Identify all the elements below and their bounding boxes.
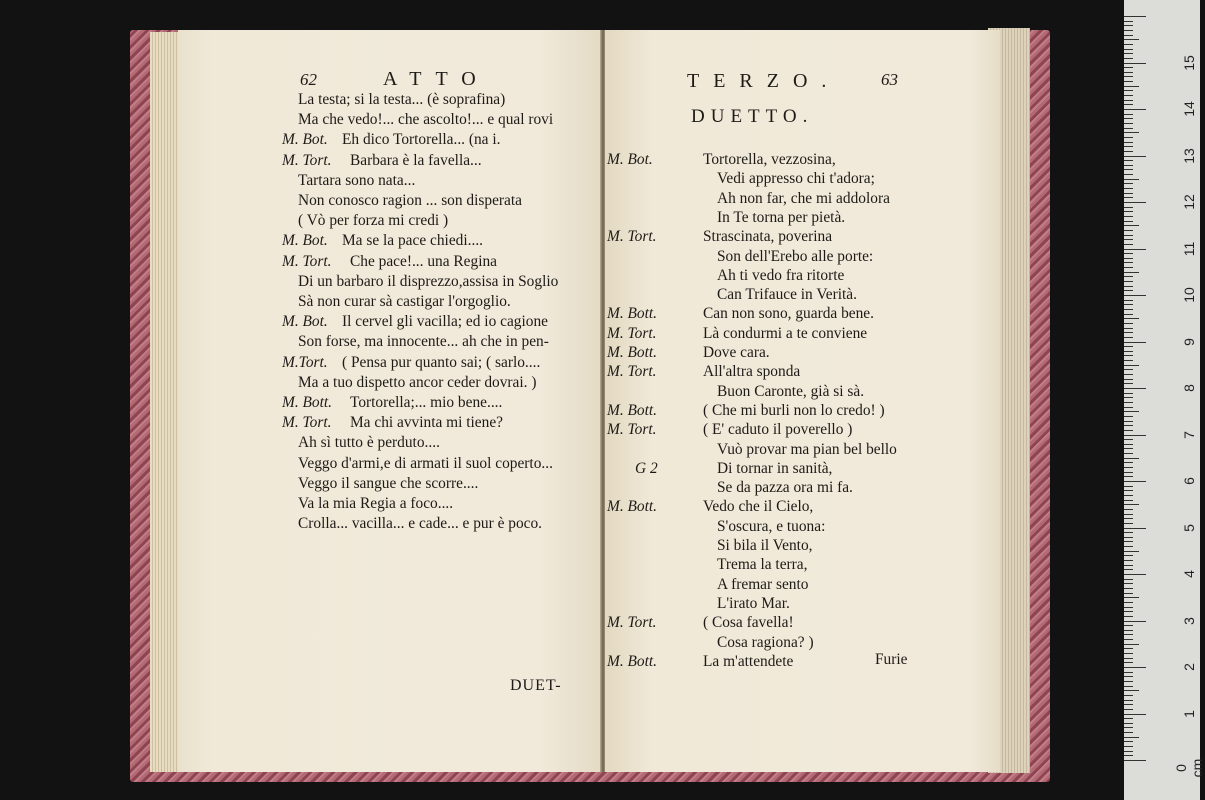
ruler-tick	[1124, 402, 1133, 403]
ruler-tick	[1124, 653, 1133, 654]
verse-line: ( Cosa favella!	[703, 614, 794, 632]
verse-line: Eh dico Tortorella... (na i.	[342, 131, 501, 149]
verse-line: La m'attendete	[703, 652, 794, 670]
ruler-tick	[1124, 704, 1133, 705]
ruler-tick	[1124, 49, 1133, 50]
speaker-label: M. Bott.	[607, 401, 658, 419]
verse-line: Ma a tuo dispetto ancor ceder dovrai. )	[298, 373, 537, 391]
ruler-tick	[1124, 541, 1133, 542]
ruler-tick	[1124, 421, 1133, 422]
ruler-tick	[1124, 597, 1139, 598]
verse-line: ( Che mi burli non lo credo! )	[703, 401, 885, 419]
ruler-tick	[1124, 490, 1133, 491]
ruler-tick	[1124, 565, 1133, 566]
ruler-tick	[1124, 281, 1133, 282]
ruler-tick	[1124, 411, 1139, 412]
ruler-tick	[1124, 258, 1133, 259]
ruler-label: 0 cm	[1173, 758, 1205, 778]
ruler-tick	[1124, 202, 1146, 203]
catchword-left: DUET-	[510, 677, 562, 694]
ruler-tick	[1124, 523, 1133, 524]
section-title: DUETTO.	[691, 106, 814, 127]
speaker-label: M. Tort.	[282, 414, 332, 432]
ruler-tick	[1124, 346, 1133, 347]
verse-line: Buon Caronte, già si sà.	[717, 382, 865, 400]
ruler-tick	[1124, 644, 1139, 645]
ruler-label: 14	[1181, 101, 1197, 117]
verse-line: Cosa ragiona? )	[717, 633, 814, 651]
ruler-tick	[1124, 486, 1133, 487]
ruler-tick	[1124, 230, 1133, 231]
ruler-tick	[1124, 625, 1133, 626]
ruler-label: 3	[1181, 616, 1197, 625]
speaker-label: M. Bott.	[282, 394, 333, 411]
ruler-tick	[1124, 727, 1133, 728]
ruler-tick	[1124, 188, 1133, 189]
verse-line: Can Trifauce in Verità.	[717, 286, 857, 304]
ruler-tick	[1124, 211, 1133, 212]
ruler-tick	[1124, 393, 1133, 394]
ruler-tick	[1124, 100, 1133, 101]
measuring-ruler	[1124, 0, 1205, 800]
verse-line: Si bila il Vento,	[717, 537, 813, 554]
ruler-tick	[1124, 574, 1146, 575]
verse-line: ( E' caduto il poverello )	[703, 421, 853, 439]
ruler-tick	[1124, 95, 1133, 96]
verse-line: Can non sono, guarda bene.	[703, 305, 874, 323]
ruler-tick	[1124, 337, 1133, 338]
verse-line: Non conosco ragion ... son disperata	[298, 192, 522, 209]
speaker-label: M. Bot.	[282, 313, 328, 331]
ruler-tick	[1124, 118, 1133, 119]
ruler-tick	[1124, 156, 1146, 157]
ruler-tick	[1124, 253, 1133, 254]
ruler-tick	[1124, 151, 1133, 152]
verse-line: Tortorella, vezzosina,	[703, 151, 836, 168]
ruler-tick	[1124, 76, 1133, 77]
ruler-tick	[1124, 221, 1133, 222]
ruler-tick	[1124, 388, 1146, 389]
verse-line: S'oscura, e tuona:	[717, 517, 826, 535]
ruler-tick	[1124, 509, 1133, 510]
ruler-tick	[1124, 21, 1133, 22]
ruler-tick	[1124, 249, 1146, 250]
verse-line: Che pace!... una Regina	[350, 252, 498, 270]
verse-line: Ah sì tutto è perduto....	[298, 434, 440, 452]
ruler-tick	[1124, 737, 1139, 738]
ruler-tick	[1124, 435, 1146, 436]
ruler-tick	[1124, 239, 1133, 240]
verse-line: Se da pazza ora mi fa.	[717, 479, 853, 497]
ruler-tick	[1124, 165, 1133, 166]
ruler-tick	[1124, 53, 1133, 54]
ruler-tick	[1124, 225, 1139, 226]
ruler-tick	[1124, 90, 1133, 91]
ruler-tick	[1124, 318, 1139, 319]
verse-line: Ma se la pace chiedi....	[342, 232, 484, 250]
ruler-tick	[1124, 30, 1133, 31]
ruler-tick	[1124, 532, 1133, 533]
ruler-tick	[1124, 695, 1133, 696]
ruler-tick	[1124, 518, 1133, 519]
ruler-label: 7	[1181, 430, 1197, 439]
ruler-tick	[1124, 425, 1133, 426]
ruler-tick	[1124, 718, 1133, 719]
ruler-tick	[1124, 114, 1133, 115]
speaker-label: M. Bot.	[282, 131, 328, 149]
ruler-tick	[1124, 723, 1133, 724]
speaker-label: M. Tort.	[607, 324, 657, 342]
verse-line: Di un barbaro il disprezzo,assisa in Soglio	[298, 272, 559, 290]
ruler-tick	[1124, 360, 1133, 361]
ruler-tick	[1124, 514, 1133, 515]
ruler-tick	[1124, 681, 1133, 682]
ruler-tick	[1124, 295, 1146, 296]
ruler-tick	[1124, 123, 1133, 124]
verse-line: Son forse, ma innocente... ah che in pen-	[298, 333, 549, 351]
verse-line: Ma chi avvinta mi tiene?	[350, 414, 503, 432]
ruler-tick	[1124, 658, 1133, 659]
verse-line: Sà non curar sà castigar l'orgoglio.	[298, 293, 511, 310]
ruler-tick	[1124, 67, 1133, 68]
speaker-label: M. Bott.	[607, 498, 658, 516]
verse-line: Veggo d'armi,e di armati il suol coperto...	[298, 454, 553, 472]
ruler-label: 10	[1181, 287, 1197, 303]
ruler-tick	[1124, 355, 1133, 356]
ruler-tick	[1124, 495, 1133, 496]
ruler-tick	[1124, 216, 1133, 217]
ruler-tick	[1124, 746, 1133, 747]
ruler-tick	[1124, 104, 1133, 105]
right-page	[605, 30, 1000, 772]
verse-line: A fremar sento	[717, 575, 809, 593]
ruler-tick	[1124, 309, 1133, 310]
speaker-label: M. Tort.	[282, 151, 332, 169]
ruler-label: 1	[1181, 709, 1197, 718]
verse-line: L'irato Mar.	[717, 594, 790, 612]
verse-line: Ma che vedo!... che ascolto!... e qual rovi	[298, 111, 554, 129]
ruler-tick	[1124, 397, 1133, 398]
ruler-label: 13	[1181, 147, 1197, 164]
ruler-tick	[1124, 676, 1133, 677]
ruler-tick	[1124, 314, 1133, 315]
ruler-tick	[1124, 342, 1146, 343]
ruler-tick	[1124, 416, 1133, 417]
ruler-tick	[1124, 39, 1139, 40]
ruler-tick	[1124, 760, 1146, 761]
ruler-tick	[1124, 481, 1146, 482]
ruler-label: 6	[1181, 477, 1197, 485]
verse-line: Ah non far, che mi addolora	[717, 189, 890, 207]
ruler-label: 11	[1181, 241, 1197, 256]
ruler-tick	[1124, 72, 1133, 73]
ruler-tick	[1124, 579, 1133, 580]
verse-line: In Te torna per pietà.	[717, 208, 846, 226]
ruler-tick	[1124, 551, 1139, 552]
ruler-tick	[1124, 528, 1146, 529]
ruler-tick	[1124, 560, 1133, 561]
verse-line: ( Pensa pur quanto sai; ( sarlo....	[342, 353, 541, 371]
ruler-tick	[1124, 300, 1133, 301]
ruler-tick	[1124, 630, 1133, 631]
ruler-label: 12	[1181, 194, 1197, 210]
ruler-tick	[1124, 672, 1133, 673]
ruler-label: 5	[1181, 523, 1197, 532]
ruler-tick	[1124, 44, 1133, 45]
ruler-tick	[1124, 476, 1133, 477]
ruler-tick	[1124, 430, 1133, 431]
ruler-tick	[1124, 81, 1133, 82]
ruler-tick	[1124, 467, 1133, 468]
ruler-tick	[1124, 602, 1133, 603]
verse-line: Tartara sono nata...	[298, 171, 416, 189]
speaker-label: M.Tort.	[282, 353, 328, 371]
speaker-label: M. Tort.	[607, 614, 657, 632]
ruler-tick	[1124, 369, 1133, 370]
ruler-tick	[1124, 611, 1133, 612]
verse-line: Vedo che il Cielo,	[703, 498, 814, 516]
ruler-tick	[1124, 639, 1133, 640]
ruler-tick	[1124, 458, 1139, 459]
ruler-tick	[1124, 235, 1133, 236]
ruler-tick	[1124, 137, 1133, 138]
page-number-right: 63	[881, 70, 898, 89]
ruler-tick	[1124, 267, 1133, 268]
ruler-tick	[1124, 174, 1133, 175]
speaker-label: M. Bot.	[282, 232, 328, 250]
speaker-label: M. Bott.	[607, 305, 658, 323]
verse-line: Vedi appresso chi t'adora;	[717, 170, 875, 188]
ruler-tick	[1124, 290, 1133, 291]
ruler-tick	[1124, 132, 1139, 133]
ruler-tick	[1124, 286, 1133, 287]
ruler-label: 2	[1181, 663, 1197, 671]
ruler-tick	[1124, 207, 1133, 208]
speaker-label: M. Bott.	[607, 344, 658, 361]
verse-line: Son dell'Erebo alle porte:	[717, 247, 874, 265]
ruler-tick	[1124, 276, 1133, 277]
ruler-tick	[1124, 25, 1133, 26]
ruler-tick	[1124, 328, 1133, 329]
verse-line: Va la mia Regia a foco....	[298, 495, 454, 512]
signature-mark: G 2	[635, 459, 658, 477]
ruler-tick	[1124, 58, 1133, 59]
ruler-tick	[1124, 86, 1139, 87]
ruler-tick	[1124, 448, 1133, 449]
ruler-tick	[1124, 365, 1139, 366]
speaker-label: M. Tort.	[607, 228, 657, 246]
ruler-tick	[1124, 621, 1146, 622]
ruler-tick	[1124, 35, 1133, 36]
running-header-left: ATTO	[383, 68, 490, 90]
ruler-tick	[1124, 379, 1133, 380]
speaker-label: M. Tort.	[607, 421, 657, 439]
ruler-tick	[1124, 332, 1133, 333]
ruler-tick	[1124, 453, 1133, 454]
ruler-tick	[1124, 616, 1133, 617]
verse-line: Strascinata, poverina	[703, 228, 833, 246]
ruler-tick	[1124, 588, 1133, 589]
ruler-tick	[1124, 146, 1133, 147]
ruler-tick	[1124, 109, 1146, 110]
ruler-tick	[1124, 686, 1133, 687]
verse-line: Tortorella;... mio bene....	[350, 394, 503, 411]
ruler-tick	[1124, 741, 1133, 742]
verse-line: Barbara è la favella...	[350, 151, 482, 169]
ruler-tick	[1124, 690, 1139, 691]
ruler-tick	[1124, 169, 1133, 170]
ruler-tick	[1124, 504, 1139, 505]
ruler-tick	[1124, 183, 1133, 184]
ruler-tick	[1124, 634, 1133, 635]
verse-line: Trema la terra,	[717, 556, 808, 574]
ruler-tick	[1124, 244, 1133, 245]
speaker-label: M. Bot.	[607, 151, 653, 168]
ruler-tick	[1124, 383, 1133, 384]
ruler-tick	[1124, 197, 1133, 198]
verse-line: All'altra sponda	[703, 363, 801, 381]
ruler-tick	[1124, 439, 1133, 440]
ruler-label: 15	[1181, 54, 1197, 71]
verse-line: ( Vò per forza mi credi )	[298, 212, 449, 230]
speaker-label: M. Bott.	[607, 652, 658, 670]
ruler-tick	[1124, 755, 1133, 756]
verse-line: Veggo il sangue che scorre....	[298, 474, 479, 492]
verse-line: La testa; si la testa... (è soprafina)	[298, 91, 506, 108]
verse-line: Vuò provar ma pian bel bello	[717, 440, 897, 458]
ruler-tick	[1124, 374, 1133, 375]
ruler-tick	[1124, 714, 1146, 715]
ruler-tick	[1124, 751, 1133, 752]
ruler-tick	[1124, 569, 1133, 570]
ruler-label: 4	[1181, 570, 1197, 578]
verse-line: Di tornar in sanità,	[717, 459, 833, 477]
ruler-tick	[1124, 351, 1133, 352]
ruler-tick	[1124, 462, 1133, 463]
ruler-tick	[1124, 700, 1133, 701]
verse-line: Dove cara.	[703, 344, 770, 361]
left-page	[178, 30, 601, 772]
verse-line: Là condurmi a te conviene	[703, 324, 868, 342]
ruler-tick	[1124, 732, 1133, 733]
ruler-tick	[1124, 593, 1133, 594]
ruler-tick	[1124, 179, 1139, 180]
ruler-tick	[1124, 648, 1133, 649]
ruler-label: 9	[1181, 337, 1197, 346]
ruler-tick	[1124, 193, 1133, 194]
verse-line: Ah ti vedo fra ritorte	[717, 266, 845, 284]
running-header-right: TERZO.	[687, 70, 841, 92]
ruler-tick	[1124, 160, 1133, 161]
ruler-tick	[1124, 537, 1133, 538]
ruler-tick	[1124, 583, 1133, 584]
ruler-tick	[1124, 304, 1133, 305]
ruler-tick	[1124, 262, 1133, 263]
speaker-label: M. Tort.	[607, 363, 657, 381]
speaker-label: M. Tort.	[282, 252, 332, 270]
verse-line: Il cervel gli vacilla; ed io cagione	[342, 313, 548, 331]
ruler-tick	[1124, 500, 1133, 501]
ruler-tick	[1124, 63, 1146, 64]
ruler-tick	[1124, 323, 1133, 324]
ruler-tick	[1124, 662, 1133, 663]
ruler-tick	[1124, 546, 1133, 547]
ruler-tick	[1124, 472, 1133, 473]
ruler-tick	[1124, 709, 1133, 710]
ruler-tick	[1124, 142, 1133, 143]
ruler-tick	[1124, 16, 1146, 17]
ruler-label: 8	[1181, 384, 1197, 392]
ruler-tick	[1124, 128, 1133, 129]
verse-line: Crolla... vacilla... e cade... e pur è poco.	[298, 515, 543, 533]
page-number-left: 62	[300, 70, 317, 89]
catchword-right: Furie	[875, 651, 908, 668]
ruler-tick	[1124, 272, 1139, 273]
ruler-tick	[1124, 444, 1133, 445]
ruler-tick	[1124, 407, 1133, 408]
ruler-tick	[1124, 667, 1146, 668]
ruler-tick	[1124, 607, 1133, 608]
ruler-tick	[1124, 555, 1133, 556]
